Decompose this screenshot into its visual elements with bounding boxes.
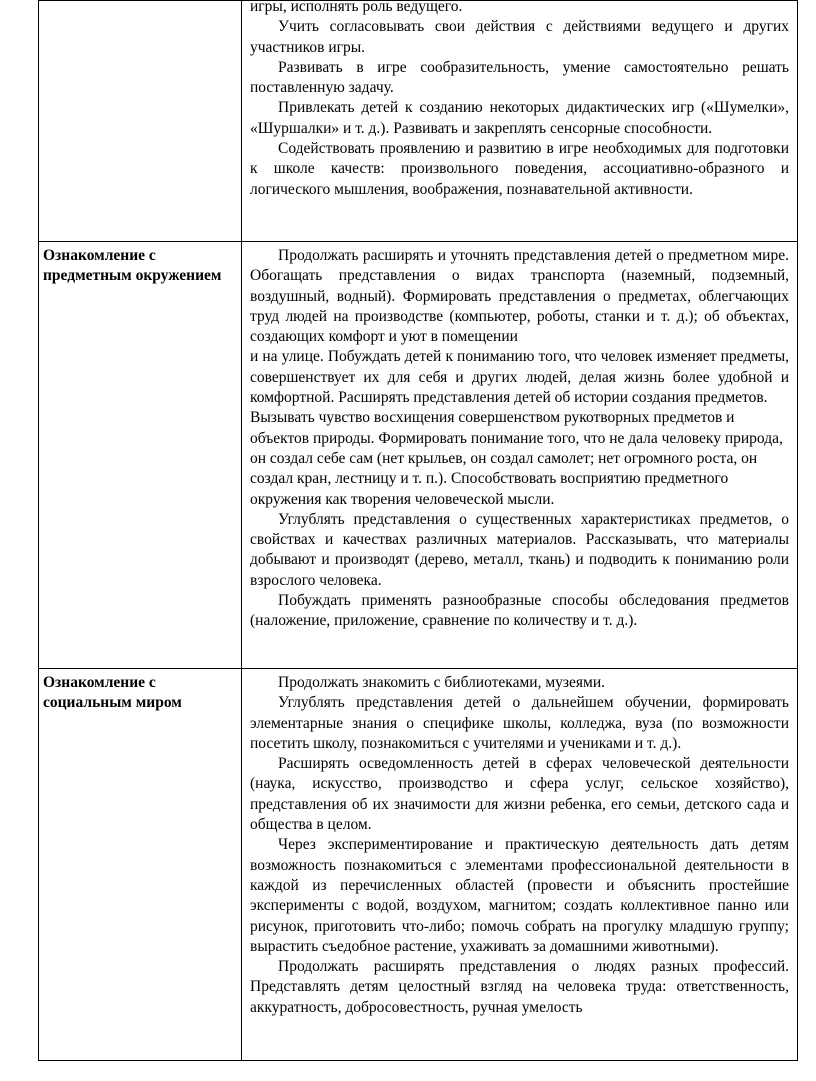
curriculum-table: [38, 0, 798, 1061]
section-content-cell: [242, 1, 798, 242]
paragraph: игры, исполнять роль ведущего.: [250, 0, 463, 15]
section-content-cell: [242, 242, 798, 669]
paragraph: Продолжать расширять и уточнять представления детей о предметном мире. Обогащать представления о видах транспорта (наземный, подземный, воздушный, водный). Формировать представления о предметах, облегчающих труд людей на производстве (компьютер, роботы, станки и т. д.); об объектах, создающих комфорт и уют в помещении: [250, 247, 789, 346]
paragraph: Продолжать расширять представления о людях разных профессий. Представлять детям целостный взгляд на человека труда: ответственность, аккуратность, добросовестность, ручная умелость: [250, 958, 789, 1016]
paragraph: Содействовать проявлению и развитию в игре необходимых для подготовки к школе качеств: произвольного поведения, ассоциативно-образного и логического мышления, воображения, познавательной активности.: [250, 140, 789, 198]
table-row-games: [39, 1, 798, 242]
paragraph: и на улице. Побуждать детей к пониманию того, что человек изменяет предметы, совершенствует их для себя и других людей, делая жизнь более удобной и комфортной. Расширять представления детей об истории создания предметов.: [250, 348, 789, 407]
section-label: [43, 1, 235, 2]
paragraph: Расширять осведомленность детей в сферах человеческой деятельности (наука, искусство, производство и сфера услуг, сельское хозяйство), представления об их значимости для жизни ребенка, его семьи, детского сада и общества в целом.: [250, 755, 789, 834]
paragraph: Углублять представления детей о дальнейшем обучении, формировать элементарные знания о специфике школы, колледжа, вуза (по возможности посетить школу, познакомиться с учителями и учениками и т. д.).: [250, 694, 789, 752]
paragraph: Вызывать чувство восхищения совершенством рукотворных предметов и объектов природы. Формировать понимание того, что не дала человеку природа, он создал себе сам (нет крыльев, он создал самолет; нет огромного роста, он создал кран, лестницу и т. п.). Способствовать восприятию предметного окружения как творения человеческой мысли.: [250, 409, 783, 508]
paragraph: Побуждать применять разнообразные способы обследования предметов (наложение, приложение, сравнение по количеству и т. д.).: [250, 592, 789, 630]
paragraph: Углублять представления о существенных характеристиках предметов, о свойствах и качествах различных материалов. Рассказывать, что материалы добывают и производят (дерево, металл, ткань) и подводить к пониманию роли взрослого человека.: [250, 510, 789, 589]
section-content-cell: [242, 669, 798, 1061]
paragraph: Привлекать детей к созданию некоторых дидактических игр («Шумелки», «Шуршалки» и т. д.). Развивать и закреплять сенсорные способности.: [250, 99, 789, 137]
paragraph: Учить согласовывать свои действия с действиями ведущего и других участников игры.: [250, 18, 789, 56]
section-label-cell: [39, 669, 242, 1061]
paragraph: Через экспериментирование и практическую деятельность дать детям возможность познакомиться с элементами профессиональной деятельности в каждой из перечисленных областей (провести и объяснить простейшие эксперименты с водой, воздухом, магнитом; создать коллективное панно или рисунок, приготовить что-либо; помочь собрать на прогулку младшую группу; вырастить съедобное растение, ухаживать за домашними животными).: [250, 836, 789, 955]
section-label-cell: [39, 1, 242, 242]
paragraph: Продолжать знакомить с библиотеками, музеями.: [278, 674, 605, 691]
section-label: Ознакомление с предметным окружением: [43, 247, 222, 284]
section-label-cell: [39, 242, 242, 669]
document-page: [38, 0, 798, 1061]
paragraph: Развивать в игре сообразительность, умение самостоятельно решать поставленную задачу.: [250, 58, 789, 97]
section-label: Ознакомление с социальным миром: [43, 674, 182, 711]
table-row-objects: [39, 242, 798, 669]
table-row-social: [39, 669, 798, 1061]
